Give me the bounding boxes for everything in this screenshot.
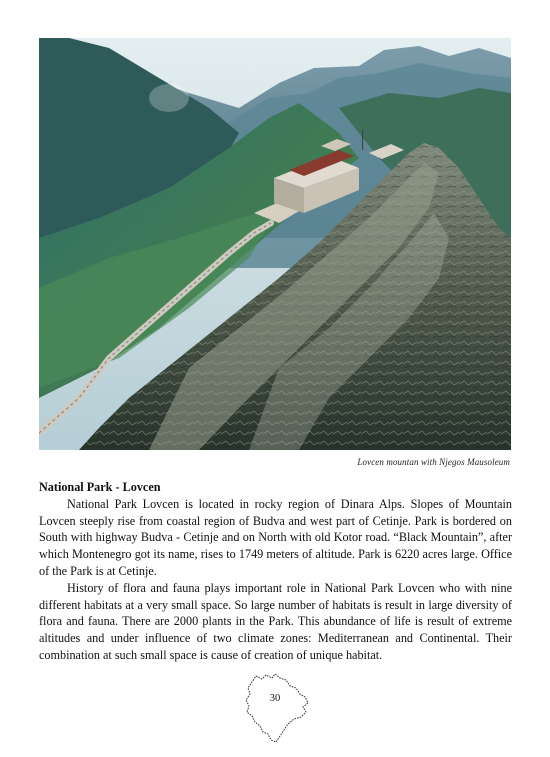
montenegro-map-outline-icon <box>242 670 314 746</box>
page-number: 30 <box>269 693 281 704</box>
mountain-photo <box>39 38 511 450</box>
article <box>39 479 512 664</box>
mountain-photo-illustration <box>39 38 511 450</box>
page-marker <box>242 670 314 746</box>
article-heading: National Park - Lovcen <box>39 480 161 494</box>
photo-caption: Lovcen mountan with Njegos Mausoleum <box>357 457 510 467</box>
article-paragraph: History of flora and fauna plays important role in National Park Lovcen who with nine different habitats at a very small space. So large number of habitats is result in large diversity of flora and fauna. There are 2000 plants in the Park. This abundance of life is result of extreme altitudes and under influence of two climate zones: Mediterranean and Continental. Their combination at such small space is cause of creation of unique habitat. <box>39 580 512 662</box>
article-paragraph: National Park Lovcen is located in rocky region of Dinara Alps. Slopes of Mountain Lovcen steeply rise from coastal region of Budva and west part of Cetinje. Park is bordered on South with highway Budva - Cetinje and on North with old Kotor road. “Black Mountain”, after which Montenegro got its name, rises to 1749 meters of altitude. Park is 6220 acres large. Office of the Park is at Cetinje. <box>39 496 512 578</box>
